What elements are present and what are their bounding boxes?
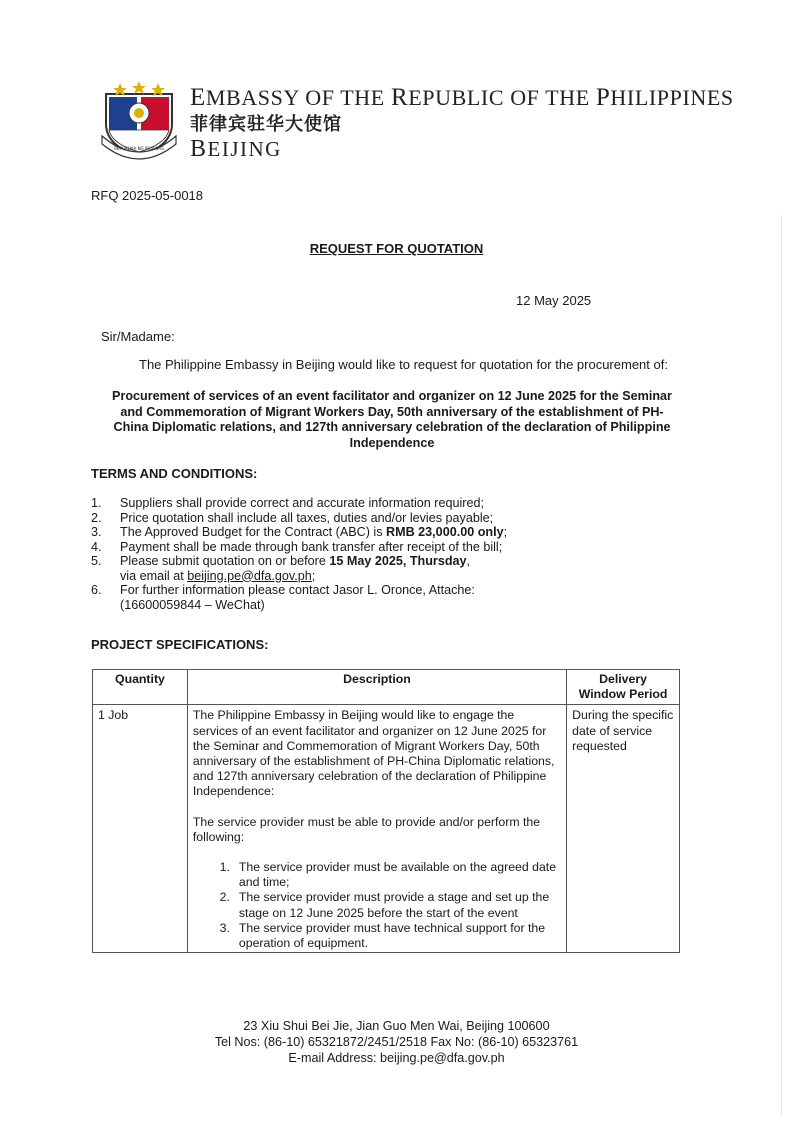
- philippine-seal-icon: [100, 80, 178, 160]
- list-item: [193, 890, 561, 920]
- list-text: The Approved Budget for the Contract (ABC) is: [120, 525, 386, 539]
- list-text: The service provider must be available on the agreed date and time;: [238, 860, 557, 890]
- list-number: 2.: [219, 890, 230, 905]
- list-number: 4.: [91, 539, 102, 554]
- budget-amount: RMB 23,000.00 only: [386, 525, 504, 539]
- footer-address: 23 Xiu Shui Bei Jie, Jian Guo Men Wai, Beijing 100600: [243, 1019, 550, 1033]
- title-rest-1: MBASSY OF THE: [205, 85, 391, 110]
- requirements-list: [193, 860, 561, 951]
- terms-heading: TERMS AND CONDITIONS:: [91, 466, 258, 481]
- salutation: Sir/Madame:: [101, 329, 175, 344]
- list-item: [91, 525, 651, 540]
- list-number: 1.: [219, 860, 230, 875]
- procurement-line-4: Independence: [349, 435, 435, 450]
- column-header-quantity: Quantity: [93, 670, 188, 705]
- terms-list: [91, 496, 651, 612]
- embassy-title: [190, 84, 734, 112]
- footer: [0, 1018, 793, 1066]
- footer-email: E-mail Address: beijing.pe@dfa.gov.ph: [288, 1051, 505, 1065]
- column-header-description: Description: [187, 670, 566, 705]
- title-cap-1: E: [190, 84, 206, 111]
- specifications-heading: PROJECT SPECIFICATIONS:: [91, 637, 269, 652]
- list-item: [91, 540, 651, 555]
- list-number: 6.: [91, 583, 102, 597]
- list-text-end: ,: [466, 554, 471, 568]
- list-number: 3.: [219, 920, 230, 935]
- svg-text:REPUBLIKA NG PILIPINAS: REPUBLIKA NG PILIPINAS: [114, 146, 164, 151]
- procurement-line-2: and Commemoration of Migrant Workers Day, 50th anniversary of the establishment of PH-: [120, 404, 664, 419]
- specifications-table: [92, 669, 680, 953]
- procurement-line-3: China Diplomatic relations, and 127th anniversary celebration of the declaration of Philippine: [113, 420, 671, 434]
- list-number: 3.: [91, 525, 102, 539]
- delivery-header-line1: Delivery: [599, 672, 647, 686]
- description-paragraph-1: The Philippine Embassy in Beijing would like to engage the services of an event facilitator and organizer on 12 June 2025 for the Seminar and Commemoration of Migrant Workers Day, 50th anniversary of the establishment of PH-China Diplomatic relations, and 127th anniversary celebration of the declaration of Philippine Independence:: [192, 708, 555, 799]
- deadline-date: 15 May 2025, Thursday: [329, 554, 467, 568]
- list-item: [91, 583, 651, 612]
- list-text: Suppliers shall provide correct and accurate information required;: [120, 496, 485, 510]
- title-cap-2: R: [390, 84, 409, 111]
- list-number: 5.: [91, 554, 102, 568]
- table-row: [93, 705, 680, 953]
- intro-paragraph: The Philippine Embassy in Beijing would like to request for quotation for the procurement of:: [139, 357, 668, 372]
- document-heading: [0, 241, 793, 256]
- footer-phones: Tel Nos: (86-10) 65321872/2451/2518 Fax No: (86-10) 65323761: [214, 1035, 579, 1049]
- list-text: The service provider must have technical support for the operation of equipment.: [238, 920, 546, 951]
- title-rest-3: HILIPPINES: [610, 85, 734, 110]
- description-paragraph-2: The service provider must be able to provide and/or perform the following:: [192, 814, 541, 844]
- list-text: Payment shall be made through bank transfer after receipt of the bill;: [120, 539, 503, 554]
- list-text: The service provider must provide a stage and set up the stage on 12 June 2025 before the start of the event: [238, 890, 550, 920]
- list-item: [193, 860, 561, 890]
- procurement-title: [90, 389, 694, 451]
- list-item: [91, 511, 651, 526]
- embassy-city: [190, 136, 282, 163]
- list-text: Please submit quotation on or before: [120, 554, 330, 568]
- list-text: For further information please contact Jasor L. Oronce, Attache:: [120, 583, 475, 597]
- city-rest: EIJING: [207, 137, 282, 161]
- delivery-cell: During the specific date of service requested: [567, 705, 680, 953]
- list-item: [91, 554, 651, 583]
- list-text: Price quotation shall include all taxes, duties and/or levies payable;: [120, 510, 494, 525]
- title-cap-3: P: [595, 84, 611, 111]
- procurement-line-1: Procurement of services of an event facilitator and organizer on 12 June 2025 for the Seminar: [112, 389, 672, 403]
- list-number: 1.: [91, 496, 102, 510]
- document-heading-text: REQUEST FOR QUOTATION: [309, 241, 484, 256]
- list-number: 2.: [91, 510, 102, 525]
- title-rest-2: EPUBLIC OF THE: [408, 85, 596, 110]
- list-text-end: ;: [503, 525, 508, 539]
- list-text-line2: via email at: [120, 568, 188, 583]
- document-date: 12 May 2025: [516, 293, 592, 308]
- embassy-chinese-name: 菲律宾驻华大使馆: [190, 114, 342, 135]
- column-header-delivery: [567, 670, 680, 705]
- city-cap: B: [190, 136, 208, 162]
- description-cell: [187, 705, 566, 953]
- list-item: [91, 496, 651, 511]
- email-link[interactable]: beijing.pe@dfa.gov.ph: [187, 568, 312, 583]
- contact-number: (16600059844 – WeChat): [120, 597, 265, 612]
- delivery-header-line2: Window Period: [578, 687, 668, 702]
- list-text-line2-end: ;: [311, 568, 316, 583]
- page-edge-line: [781, 215, 782, 1115]
- reference-number: RFQ 2025-05-0018: [91, 188, 204, 203]
- quantity-cell: 1 Job: [93, 705, 188, 953]
- list-item: [193, 921, 561, 951]
- table-header-row: [93, 670, 680, 705]
